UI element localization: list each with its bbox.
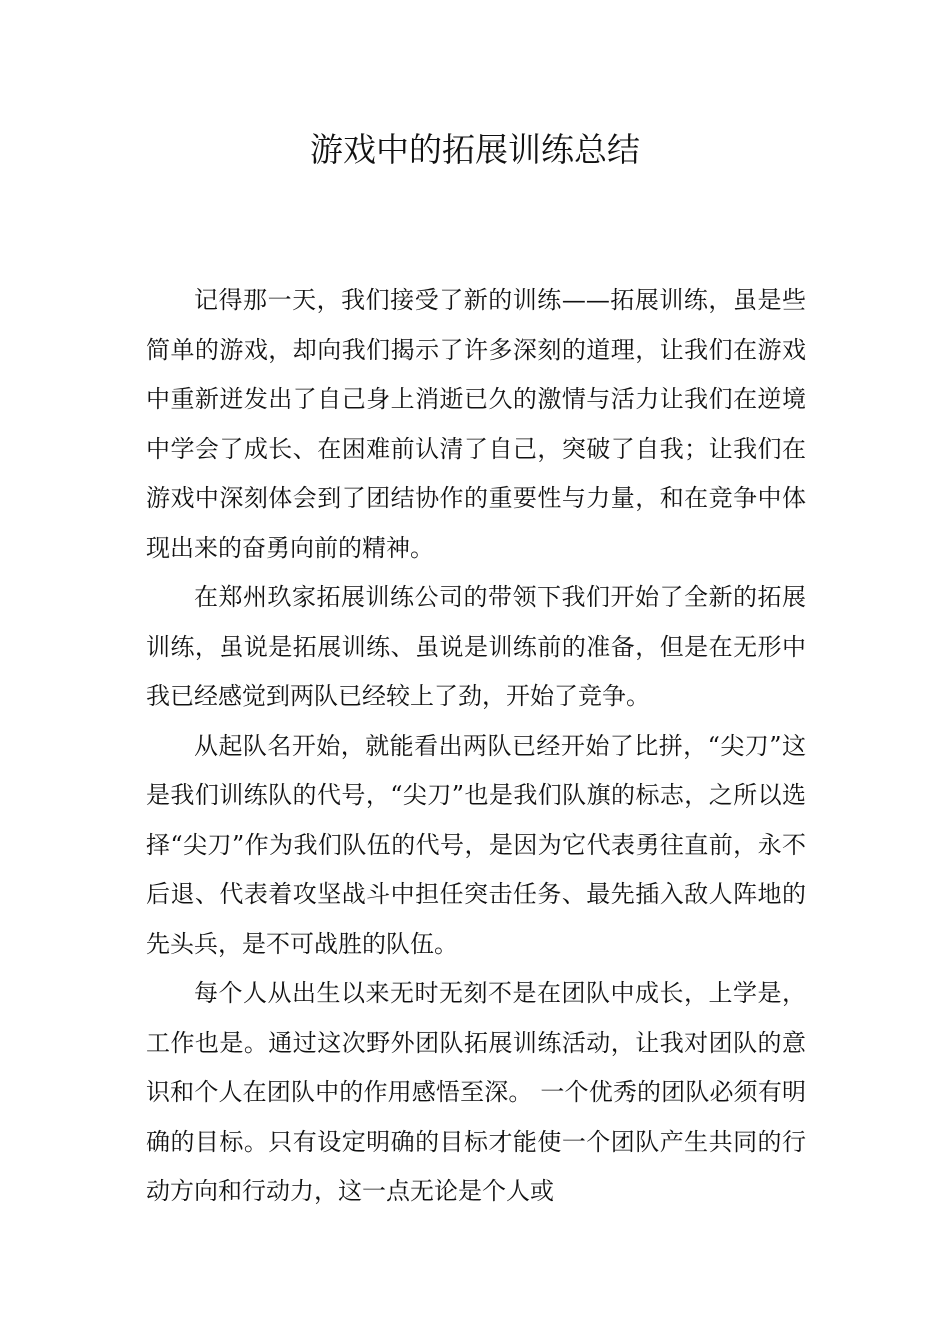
document-body — [146, 276, 806, 1217]
paragraph-1: 记得那一天，我们接受了新的训练——拓展训练，虽是些简单的游戏，却向我们揭示了许多深刻的道理，让我们在游戏中重新迸发出了自己身上消逝已久的激情与活力让我们在逆境中学会了成长、在困难前认清了自己，突破了自我；让我们在游戏中深刻体会到了团结协作的重要性与力量，和在竞争中体现出来的奋勇向前的精神。 — [146, 286, 806, 562]
paragraph-4: 每个人从出生以来无时无刻不是在团队中成长，上学是，工作也是。通过这次野外团队拓展训练活动，让我对团队的意识和个人在团队中的作用感悟至深。 一个优秀的团队必须有明确的目标。只有设定明确的目标才能使一个团队产生共同的行动方向和行动力，这一点无论是个人或 — [146, 979, 806, 1205]
paragraph-2: 在郑州玖家拓展训练公司的带领下我们开始了全新的拓展训练，虽说是拓展训练、虽说是训练前的准备，但是在无形中我已经感觉到两队已经较上了劲，开始了竞争。 — [146, 583, 806, 710]
paragraph-3: 从起队名开始，就能看出两队已经开始了比拼，“尖刀”这是我们训练队的代号，“尖刀”也是我们队旗的标志，之所以选择“尖刀”作为我们队伍的代号，是因为它代表勇往直前，永不后退、代表着攻坚战斗中担任突击任务、最先插入敌人阵地的先头兵，是不可战胜的队伍。 — [146, 731, 806, 958]
document-title: 游戏中的拓展训练总结 — [310, 130, 640, 169]
